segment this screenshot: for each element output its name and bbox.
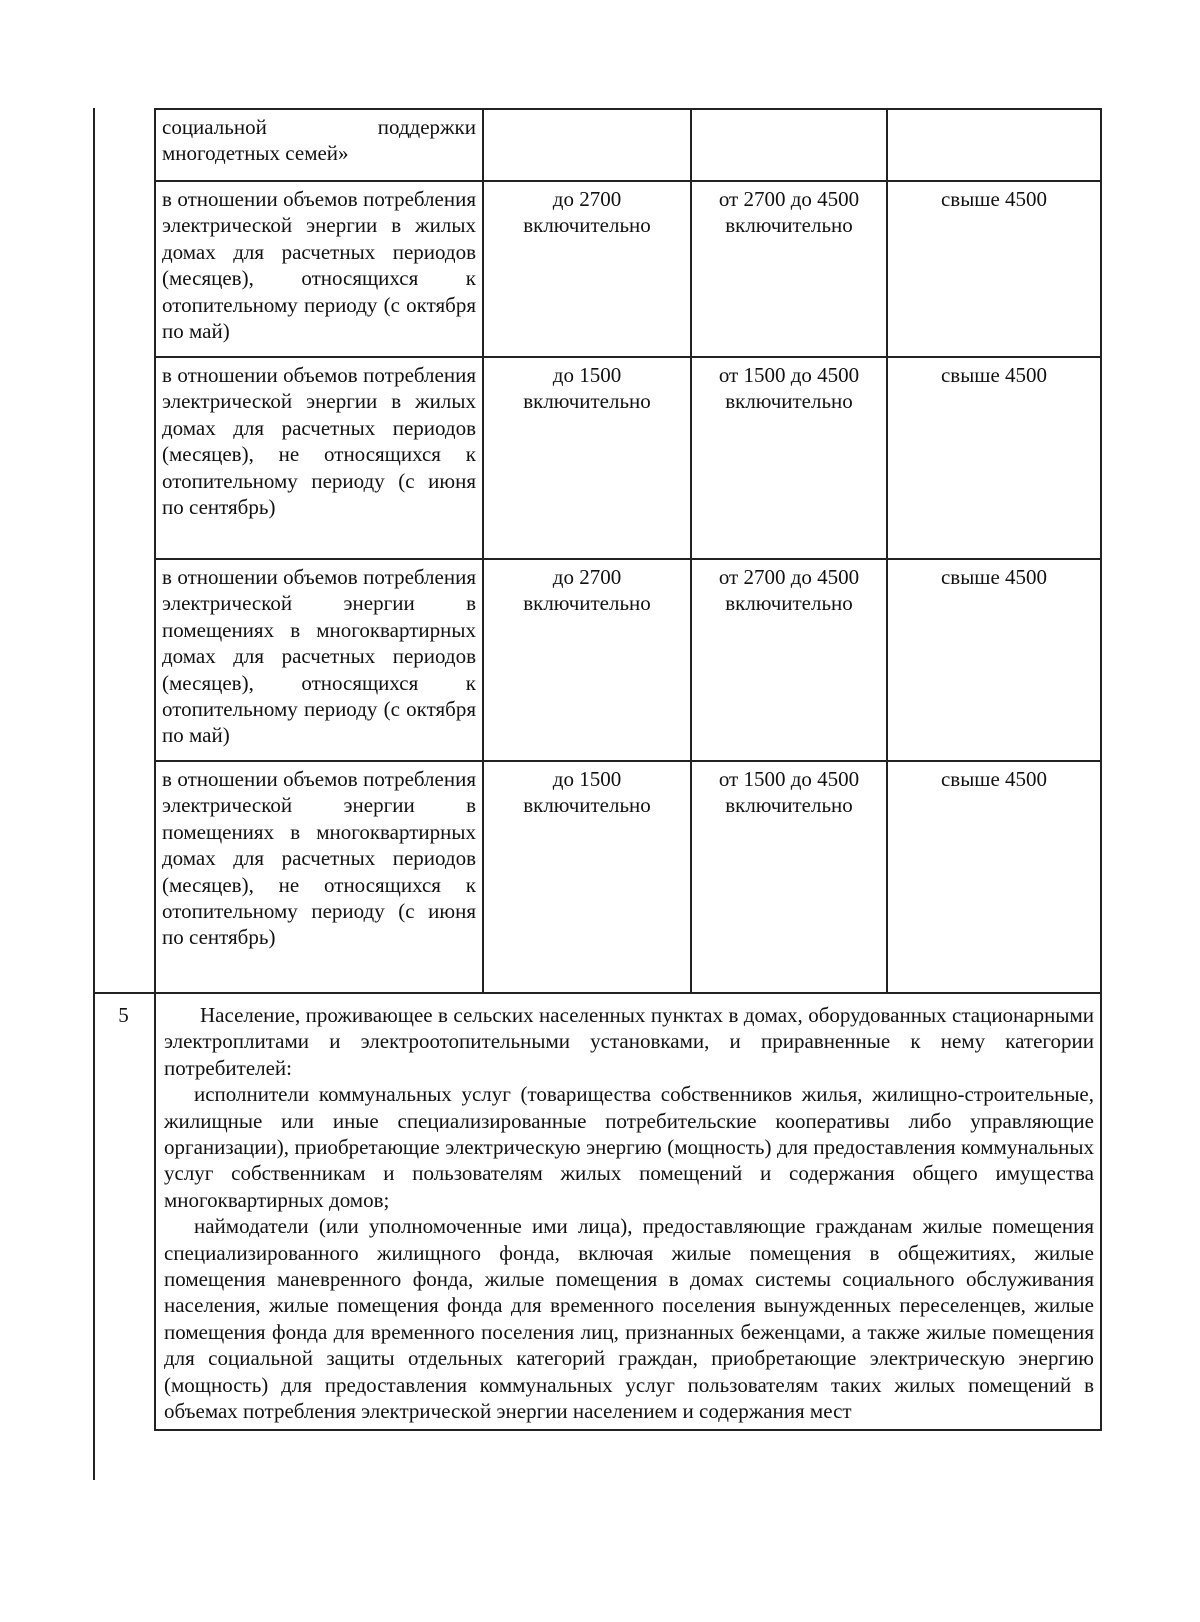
description-cell: социальной поддержки многодетных семей» — [155, 109, 483, 181]
section-5-text-cell — [155, 993, 1101, 1430]
threshold-high-cell: свыше 4500 — [887, 357, 1101, 559]
table-row-section-5 — [93, 993, 1101, 1430]
threshold-mid-cell — [691, 109, 887, 181]
section-5-paragraph-2: наймодатели (или уполномоченные ими лица), предоставляющие гражданам жилые помещения специализированного жилищного фонда, включая жилые помещения в общежитиях, жилые помещения маневренного фонда, жилые помещения в домах системы социального обслуживания населения, жилые помещения фонда для временного поселения вынужденных переселенцев, жилые помещения фонда для временного поселения лиц, признанных беженцами, а также жилые помещения для социальной защиты отдельных категорий граждан, приобретающие электрическую энергию (мощность) для предоставления коммунальных услуг пользователям таких жилых помещений в объемах потребления электрической энергии населением и содержания мест — [164, 1214, 1094, 1424]
threshold-low-cell: до 1500 включительно — [483, 357, 691, 559]
section-5-intro: Население, проживающее в сельских населенных пунктах в домах, оборудованных стационарными электроплитами и электроотопительными установками, и приравненные к нему категории потребителей: — [164, 1003, 1094, 1080]
threshold-low-cell: до 2700 включительно — [483, 559, 691, 761]
description-cell: в отношении объемов потребления электрической энергии в помещениях в многоквартирных домах для расчетных периодов (месяцев), не относящихся к отопительному периоду (с июня по сентябрь) — [155, 761, 483, 993]
threshold-low-cell: до 2700 включительно — [483, 181, 691, 357]
threshold-high-cell: свыше 4500 — [887, 761, 1101, 993]
threshold-high-cell: свыше 4500 — [887, 181, 1101, 357]
table-row — [93, 761, 1101, 993]
threshold-mid-cell: от 1500 до 4500 включительно — [691, 761, 887, 993]
tariff-table — [93, 108, 1102, 1431]
description-cell: в отношении объемов потребления электрической энергии в помещениях в многоквартирных домах для расчетных периодов (месяцев), относящихся к отопительному периоду (с октября по май) — [155, 559, 483, 761]
description-cell: в отношении объемов потребления электрической энергии в жилых домах для расчетных периодов (месяцев), не относящихся к отопительному периоду (с июня по сентябрь) — [155, 357, 483, 559]
row-number-cell: 5 — [93, 993, 155, 1430]
threshold-high-cell — [887, 109, 1101, 181]
threshold-low-cell: до 1500 включительно — [483, 761, 691, 993]
table-row — [93, 181, 1101, 357]
table-row — [93, 559, 1101, 761]
threshold-mid-cell: от 2700 до 4500 включительно — [691, 559, 887, 761]
table-row — [93, 357, 1101, 559]
threshold-mid-cell: от 2700 до 4500 включительно — [691, 181, 887, 357]
threshold-low-cell — [483, 109, 691, 181]
table-row — [93, 109, 1101, 181]
section-5-paragraph-1: исполнители коммунальных услуг (товарищества собственников жилья, жилищно-строительные, жилищные или иные специализированные потребительские кооперативы либо управляющие организации), приобретающие электрическую энергию (мощность) для предоставления коммунальных услуг собственникам и пользователям жилых помещений и содержания общего имущества многоквартирных домов; — [164, 1082, 1094, 1212]
threshold-mid-cell: от 1500 до 4500 включительно — [691, 357, 887, 559]
threshold-high-cell: свыше 4500 — [887, 559, 1101, 761]
row-number-cell — [93, 109, 155, 993]
description-cell: в отношении объемов потребления электрической энергии в жилых домах для расчетных периодов (месяцев), относящихся к отопительному периоду (с октября по май) — [155, 181, 483, 357]
